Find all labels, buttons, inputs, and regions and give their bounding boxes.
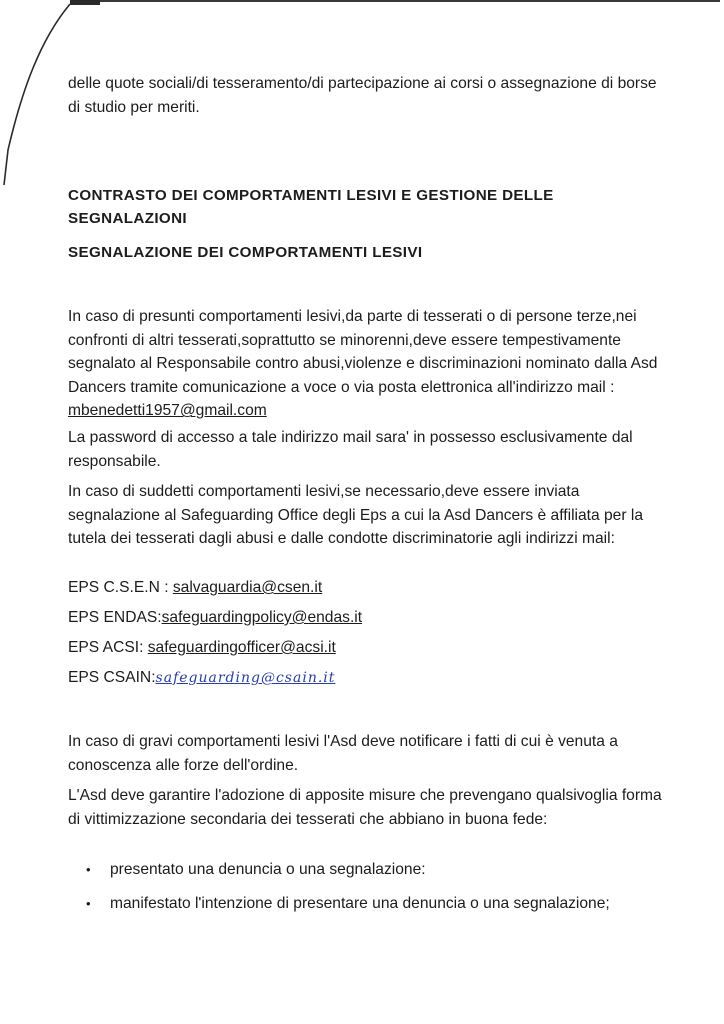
list-item: • presentato una denuncia o una segnalazione: [86,858,656,882]
eps-email-link[interactable]: safeguardingpolicy@endas.it [161,609,363,626]
handwritten-email: safeguarding@csain.it [155,670,336,686]
eps-acsi-line [68,637,336,659]
report-text: In caso di presunti comportamenti lesivi,da parte di tesserati o di persone terze,nei confronti di altri tesserati,soprattutto se minorenni,deve essere tempestivamente segnalato al Responsabile contro abusi,violenze e discriminazioni nominato dalla Asd Dancers tramite comunicazione a voce o via posta elettronica all'indirizzo mail : [68,308,658,396]
section-heading: CONTRASTO DEI COMPORTAMENTI LESIVI E GESTIONE DELLE SEGNALAZIONI [68,187,554,227]
eps-endas-line [68,607,362,629]
password-paragraph: La password di accesso a tale indirizzo mail sara' in possesso esclusivamente dal responsabile. [68,429,633,470]
eps-label: EPS ACSI: [68,639,148,656]
eps-label: EPS ENDAS: [68,609,162,626]
eps-label: EPS C.S.E.N : [68,579,173,596]
eps-csain-line [68,667,335,689]
subsection-heading: SEGNALAZIONE DEI COMPORTAMENTI LESIVI [68,244,423,261]
eps-email-link[interactable]: salvaguardia@csen.it [172,579,323,596]
safeguarding-paragraph: In caso di suddetti comportamenti lesivi,se necessario,deve essere inviata segnalazione al Safeguarding Office degli Eps a cui la Asd Dancers è affiliata per la tutela dei tesserati dagli abusi e dalle condotte discriminatorie agli indirizzi mail: [68,483,644,548]
list-item: • manifestato l'intenzione di presentare una denuncia o una segnalazione; [86,892,656,916]
scan-page-curve [0,0,70,200]
intro-paragraph: delle quote sociali/di tesseramento/di partecipazione ai corsi o assegnazione di borse di studio per meriti. [68,75,657,116]
eps-email-link[interactable]: safeguardingofficer@acsi.it [147,639,336,656]
scan-top-edge [70,0,720,10]
bullet-list [86,858,656,925]
eps-label: EPS CSAIN: [68,669,156,686]
eps-csen-line [68,577,322,599]
police-paragraph: In caso di gravi comportamenti lesivi l'Asd deve notificare i fatti di cui è venuta a conoscenza alle forze dell'ordine. [68,733,618,774]
victimization-paragraph: L'Asd deve garantire l'adozione di apposite misure che prevengano qualsivoglia forma di vittimizzazione secondaria dei tesserati che abbiano in buona fede: [68,787,662,828]
scan-corner-mark [70,0,100,17]
report-paragraph [68,305,668,423]
responsible-email-link[interactable]: mbenedetti1957@gmail.com [68,402,267,420]
